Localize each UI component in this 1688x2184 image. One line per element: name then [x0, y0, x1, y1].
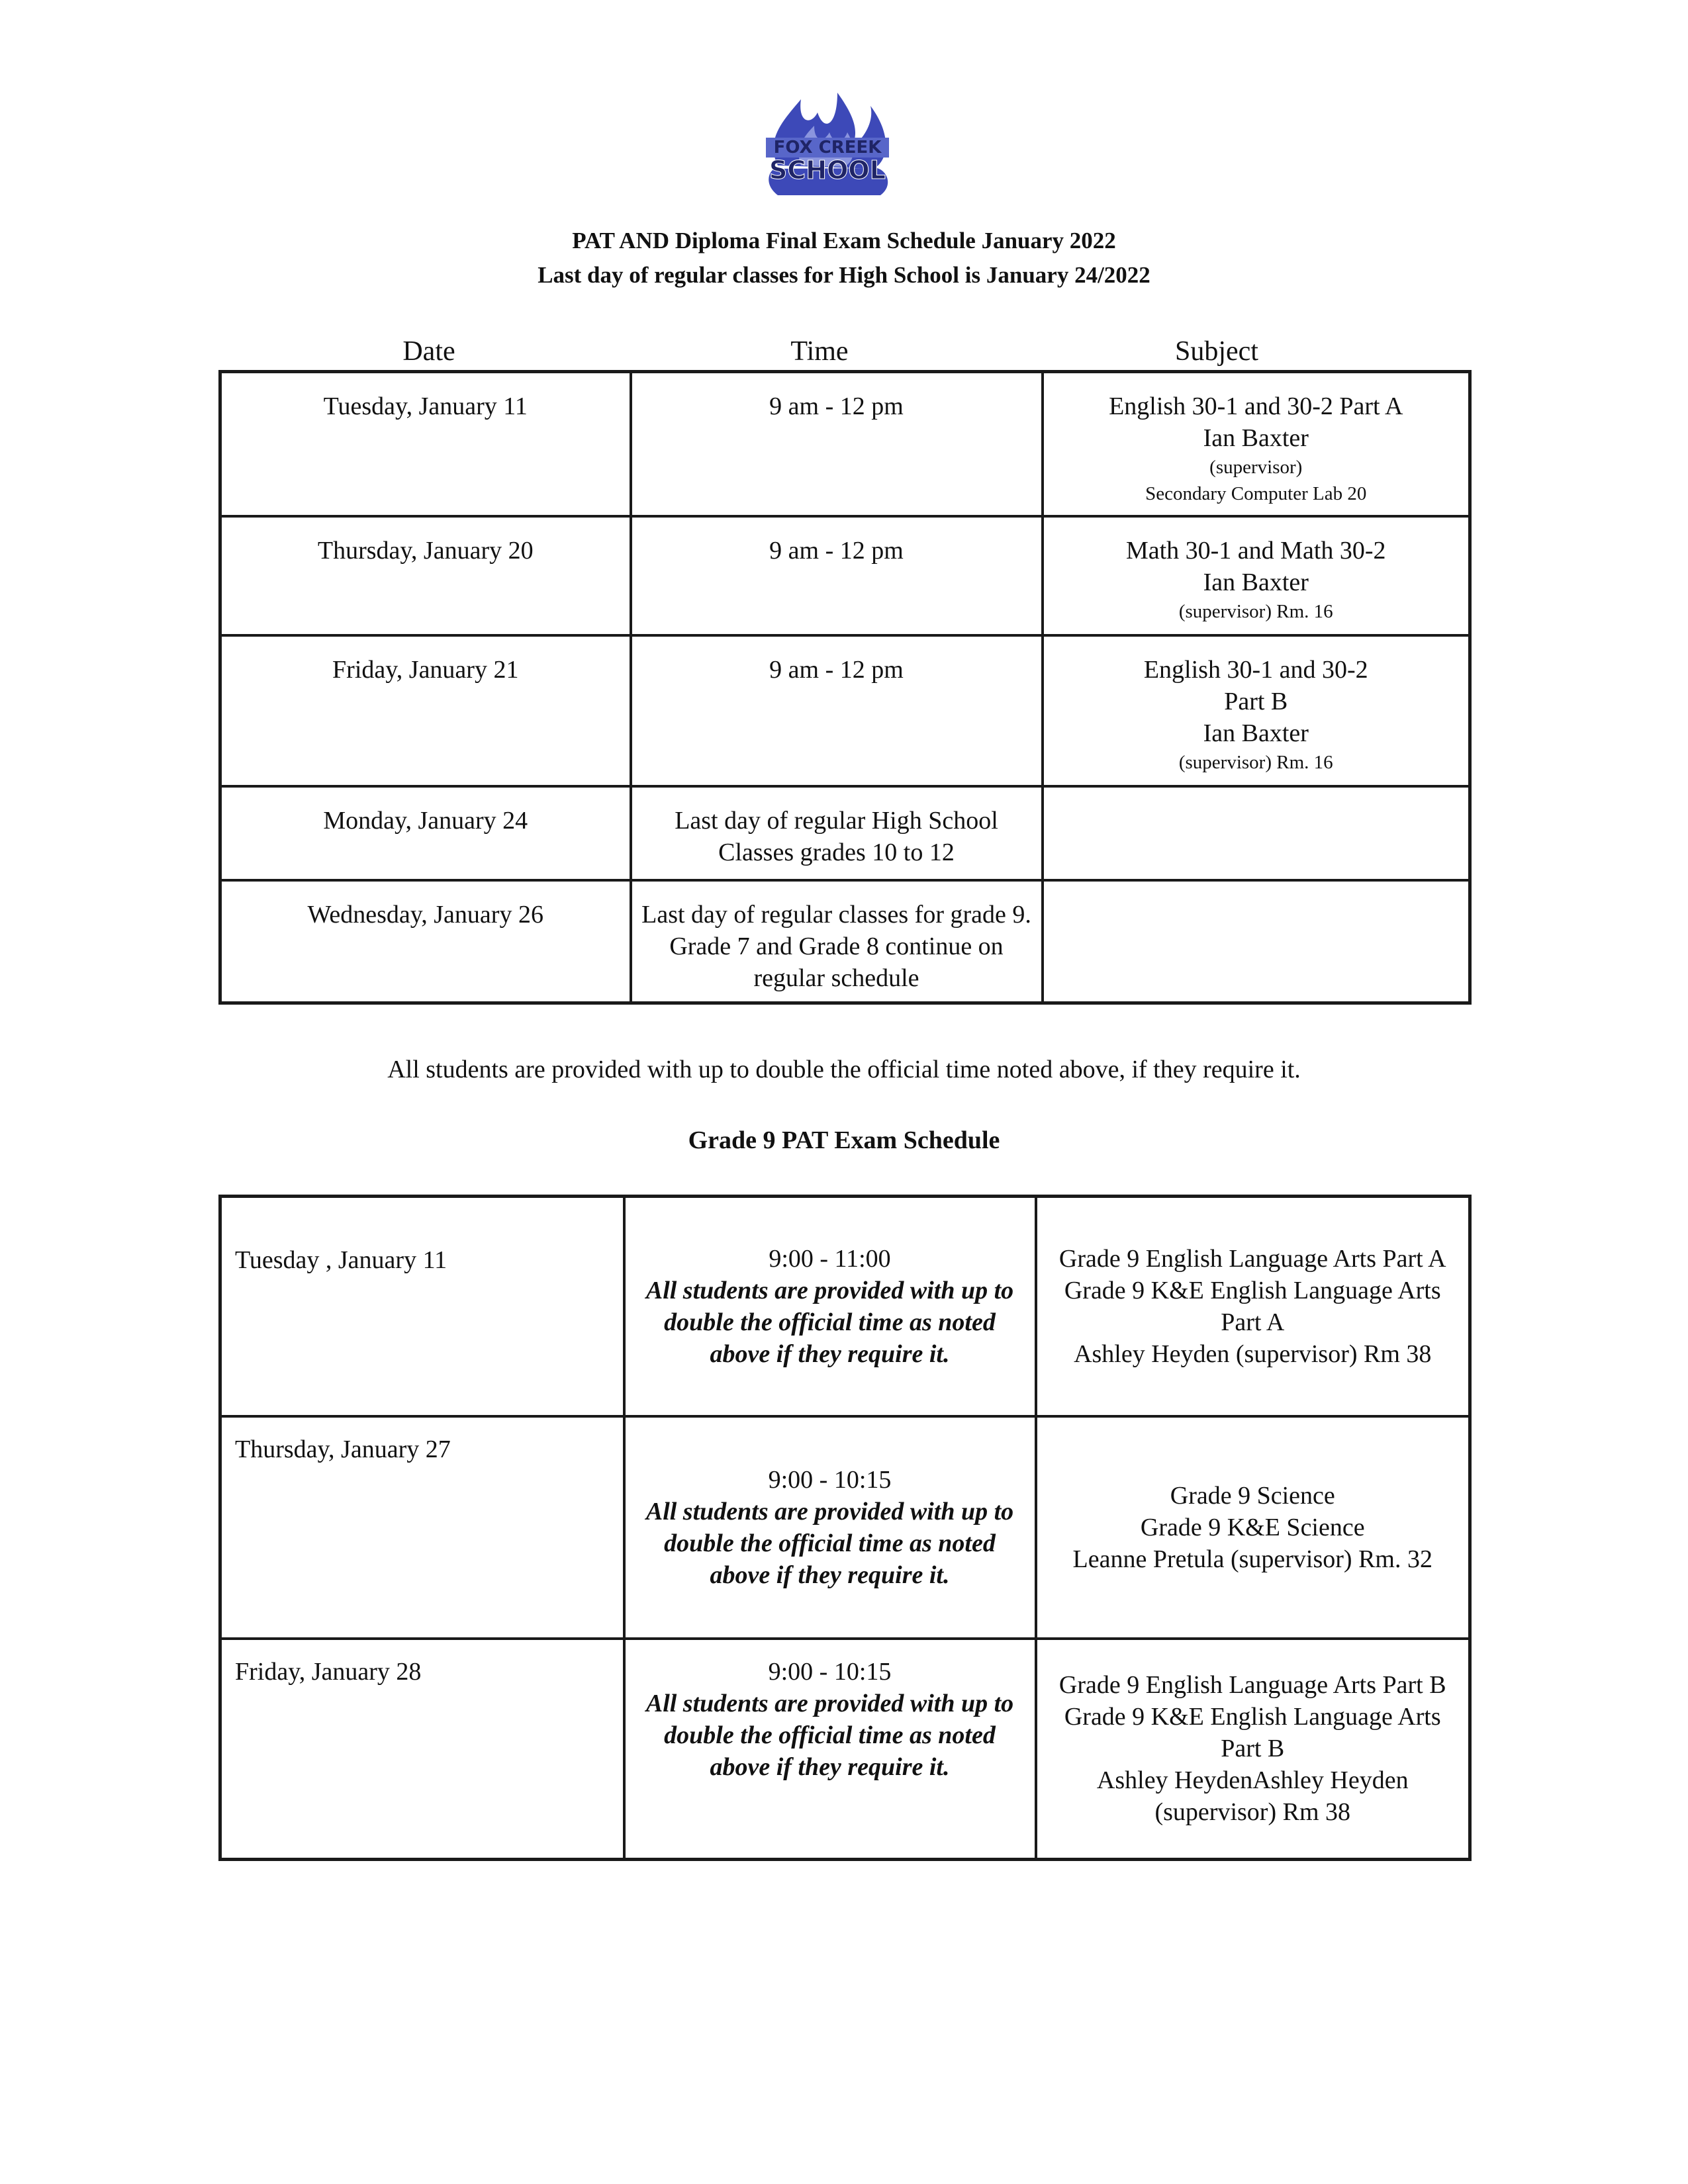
- table-row: [220, 880, 1470, 1003]
- time-cell: [631, 786, 1043, 880]
- date-text: Friday, January 28: [235, 1657, 422, 1686]
- subject-line: Grade 9 Science: [1170, 1481, 1335, 1510]
- subject-part: Part B: [1224, 687, 1288, 715]
- column-header-date: Date: [402, 336, 455, 367]
- school-logo: [738, 86, 917, 205]
- subject-line: Math 30-1 and Math 30-2: [1125, 536, 1386, 565]
- supervisor-text: Ashley HeydenAshley Heyden (supervisor) Rm 38: [1096, 1766, 1409, 1827]
- page-title: PAT AND Diploma Final Exam Schedule January 2022: [572, 228, 1116, 253]
- table-row: [220, 516, 1470, 635]
- date-text: Friday, January 21: [332, 655, 519, 684]
- pat-section-title: Grade 9 PAT Exam Schedule: [688, 1126, 1000, 1154]
- supervisor-name: Ian Baxter: [1203, 568, 1309, 596]
- subject-cell: [1036, 1639, 1470, 1860]
- subject-line: Grade 9 K&E English Language Arts Part B: [1064, 1703, 1441, 1763]
- subject-cell: [1043, 372, 1470, 516]
- subject-line: Grade 9 K&E English Language Arts Part A: [1064, 1276, 1441, 1336]
- time-text: 9:00 - 10:15: [768, 1657, 892, 1686]
- table-row: [220, 1416, 1470, 1639]
- room-text: (supervisor) Rm. 16: [1178, 751, 1333, 773]
- date-text: Tuesday, January 11: [323, 392, 528, 420]
- subject-cell: [1036, 1416, 1470, 1639]
- time-text: 9:00 - 10:15: [768, 1465, 892, 1494]
- supervisor-text: Ashley Heyden (supervisor) Rm 38: [1074, 1340, 1432, 1368]
- subject-cell: [1043, 635, 1470, 786]
- date-cell: [220, 1416, 624, 1639]
- subject-cell: [1043, 786, 1470, 880]
- time-cell: [624, 1416, 1036, 1639]
- room-text: Secondary Computer Lab 20: [1145, 483, 1367, 504]
- room-text: (supervisor) Rm. 16: [1178, 600, 1333, 622]
- time-cell: [624, 1197, 1036, 1416]
- table-row: [220, 372, 1470, 516]
- time-cell: [631, 880, 1043, 1003]
- column-header-time: Time: [790, 336, 849, 367]
- logo-text-line2: SCHOOL: [769, 156, 886, 185]
- page-subtitle: Last day of regular classes for High School is January 24/2022: [538, 262, 1150, 288]
- time-cell: [631, 516, 1043, 635]
- subject-line: Grade 9 English Language Arts Part A: [1058, 1244, 1446, 1273]
- time-text: 9 am - 12 pm: [769, 655, 904, 684]
- date-text: Tuesday , January 11: [235, 1246, 447, 1274]
- time-text: 9:00 - 11:00: [769, 1244, 891, 1273]
- time-cell: [624, 1639, 1036, 1860]
- date-cell: [220, 1639, 624, 1860]
- subject-cell: [1043, 880, 1470, 1003]
- subject-line: Grade 9 English Language Arts Part B: [1058, 1671, 1446, 1700]
- table-row: [220, 786, 1470, 880]
- logo-text-line1: FOX CREEK: [773, 138, 882, 158]
- time-text: Last day of regular classes for grade 9. Grade 7 and Grade 8 continue on regular schedule: [641, 900, 1031, 992]
- date-cell: [220, 372, 631, 516]
- pat-schedule-table: [218, 1195, 1472, 1861]
- table-row: [220, 635, 1470, 786]
- date-cell: [220, 635, 631, 786]
- diploma-schedule-table: [218, 370, 1472, 1005]
- supervisor-label: (supervisor): [1209, 457, 1303, 478]
- table-row: [220, 1639, 1470, 1860]
- date-cell: [220, 880, 631, 1003]
- table-row: [220, 1197, 1470, 1416]
- time-note: All students are provided with up to double the official time as noted above if they require it.: [645, 1689, 1014, 1781]
- subject-line: English 30-1 and 30-2 Part A: [1109, 392, 1403, 420]
- time-cell: [631, 635, 1043, 786]
- supervisor-text: Leanne Pretula (supervisor) Rm. 32: [1072, 1545, 1432, 1573]
- date-text: Monday, January 24: [323, 806, 528, 835]
- time-text: Last day of regular High School Classes grades 10 to 12: [675, 806, 998, 866]
- time-cell: [631, 372, 1043, 516]
- supervisor-name: Ian Baxter: [1203, 719, 1309, 747]
- time-note: All students are provided with up to double the official time as noted above if they require it.: [645, 1497, 1014, 1589]
- date-cell: [220, 1197, 624, 1416]
- double-time-note: All students are provided with up to double the official time noted above, if they require it.: [387, 1056, 1301, 1083]
- date-text: Thursday, January 20: [317, 536, 534, 565]
- time-note: All students are provided with up to double the official time as noted above if they require it.: [645, 1276, 1014, 1368]
- date-text: Thursday, January 27: [235, 1435, 451, 1463]
- date-cell: [220, 786, 631, 880]
- subject-cell: [1043, 516, 1470, 635]
- date-cell: [220, 516, 631, 635]
- subject-line: Grade 9 K&E Science: [1140, 1513, 1365, 1541]
- time-text: 9 am - 12 pm: [769, 536, 904, 565]
- date-text: Wednesday, January 26: [307, 900, 543, 929]
- subject-line: English 30-1 and 30-2: [1143, 655, 1368, 684]
- supervisor-name: Ian Baxter: [1203, 424, 1309, 452]
- column-header-subject: Subject: [1175, 336, 1258, 367]
- subject-cell: [1036, 1197, 1470, 1416]
- time-text: 9 am - 12 pm: [769, 392, 904, 420]
